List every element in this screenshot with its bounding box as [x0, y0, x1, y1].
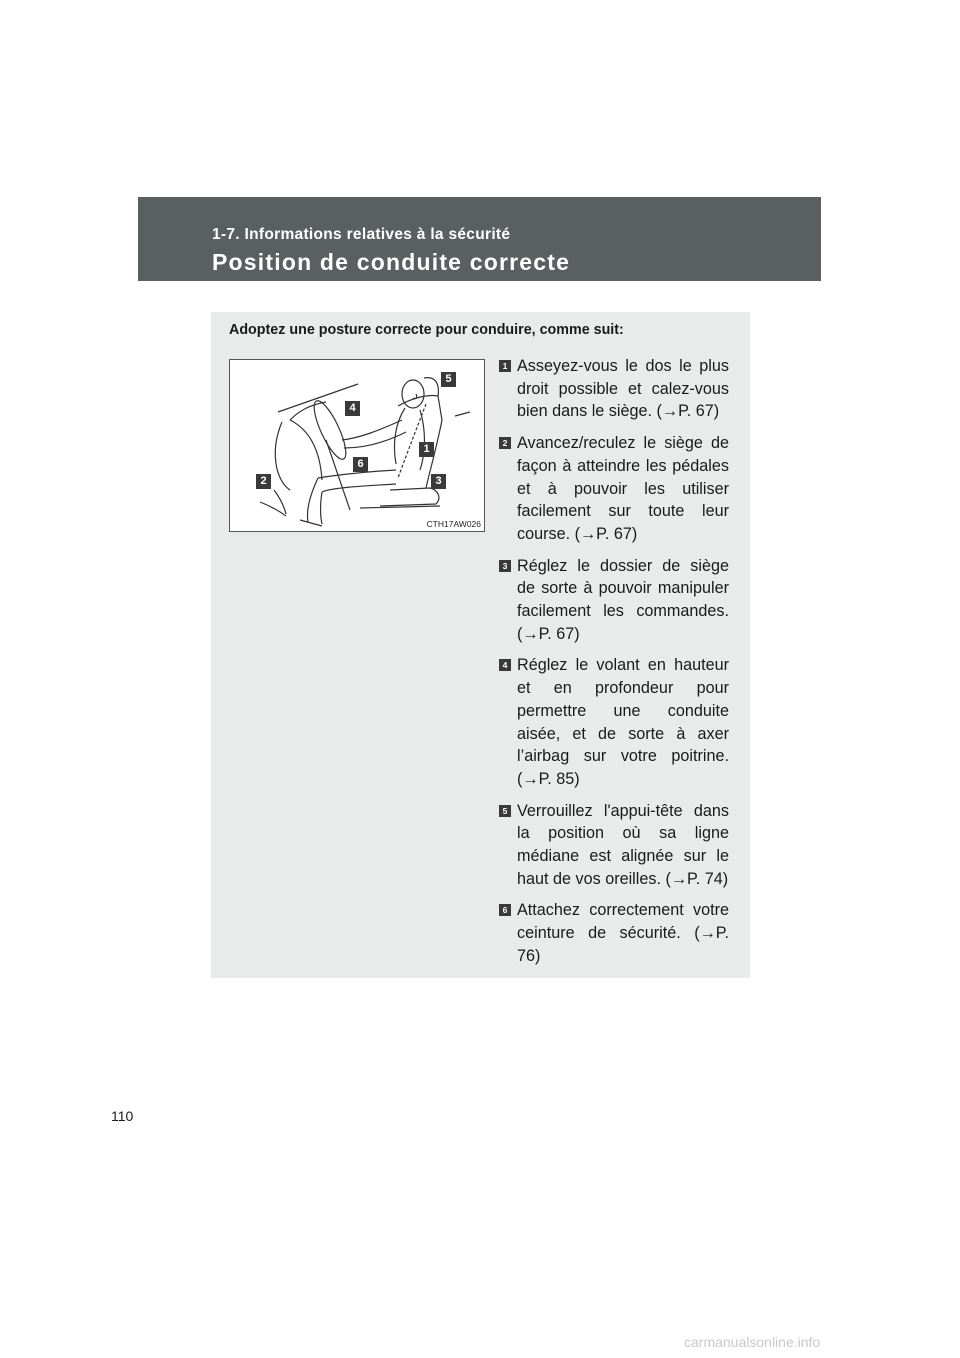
page-title: Position de conduite correcte: [212, 249, 571, 275]
figure-marker-6: 6: [353, 457, 368, 472]
item-number-badge: 3: [499, 560, 511, 572]
item-number-badge: 5: [499, 805, 511, 817]
item-text: Attachez correctement votre ceinture de sécurité. (→P. 76): [517, 901, 729, 965]
instruction-list: [499, 355, 729, 977]
intro-text: Adoptez une posture correcte pour conduire, comme suit:: [229, 322, 624, 338]
list-item: [499, 555, 729, 646]
figure-marker-1: 1: [419, 442, 434, 457]
figure-code: CTH17AW026: [426, 519, 481, 529]
item-text: Avancez/reculez le siège de façon à atteindre les pédales et à pouvoir les utiliser facilement sur toute leur course. (→P. 67): [517, 434, 729, 543]
content-box: [211, 312, 750, 978]
section-label: 1-7. Informations relatives à la sécurité: [212, 226, 511, 243]
list-item: [499, 355, 729, 423]
watermark: carmanualsonline.info: [684, 1334, 821, 1350]
item-text: Verrouillez l'appui-tête dans la position où sa ligne médiane est alignée sur le haut de vos oreilles. (→P. 74): [517, 801, 729, 888]
item-text: Asseyez-vous le dos le plus droit possible et calez-vous bien dans le siège. (→P. 67): [517, 357, 729, 421]
item-number-badge: 2: [499, 437, 511, 449]
figure-marker-3: 3: [431, 474, 446, 489]
chapter-header: [138, 197, 821, 281]
figure-marker-5: 5: [441, 372, 456, 387]
page-number: 110: [111, 1108, 134, 1124]
list-item: [499, 654, 729, 790]
item-number-badge: 1: [499, 360, 511, 372]
item-number-badge: 4: [499, 659, 511, 671]
item-text: Réglez le dossier de siège de sorte à pouvoir manipuler facilement les commandes. (→P. 67): [517, 556, 729, 643]
driving-posture-illustration: [229, 359, 485, 532]
figure-marker-4: 4: [345, 401, 360, 416]
list-item: [499, 899, 729, 967]
item-number-badge: 6: [499, 904, 511, 916]
list-item: [499, 800, 729, 891]
list-item: [499, 432, 729, 546]
figure-marker-2: 2: [256, 474, 271, 489]
item-text: Réglez le volant en hauteur et en profondeur pour permettre une conduite aisée, et de sorte à axer l’airbag sur votre poitrine. (→P. 85): [517, 656, 729, 788]
